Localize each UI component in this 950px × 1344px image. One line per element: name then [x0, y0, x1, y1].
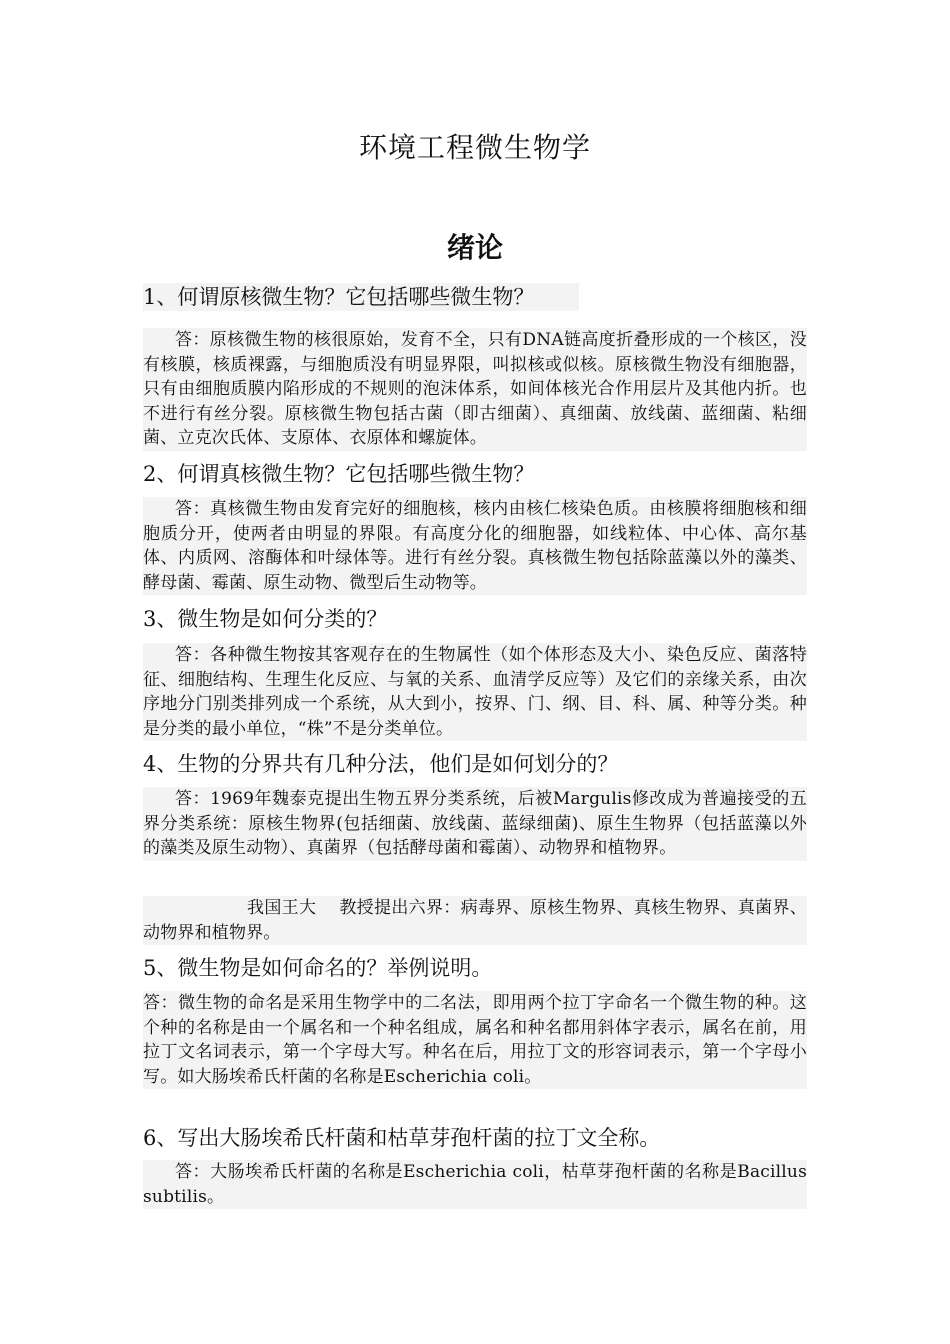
- question-6: 6、写出大肠埃希氏杆菌和枯草芽孢杆菌的拉丁文全称。: [143, 1126, 661, 1150]
- question-2: 2、何谓真核微生物？它包括哪些微生物？: [143, 462, 535, 486]
- answer-3-text: 答：各种微生物按其客观存在的生物属性（如个体形态及大小、染色反应、菌落特征、细胞结构、生理生化反应、与氧的关系、血清学反应等）及它们的亲缘关系，由次序地分门别类排列成一个系统，从大到小，按界、门、纲、目、科、属、种等分类。种是分类的最小单位，“株”不是分类单位。: [143, 645, 807, 739]
- answer-4-extra-text: 我国王大 教授提出六界：病毒界、原核生物界、真核生物界、真菌界、动物界和植物界。: [143, 898, 807, 943]
- answer-3: [143, 643, 807, 741]
- answer-4: [143, 787, 807, 861]
- answer-1: [143, 328, 807, 451]
- question-3: 3、微生物是如何分类的？: [143, 607, 388, 631]
- answer-4-extra: [143, 896, 807, 945]
- question-5: 5、微生物是如何命名的？举例说明。: [143, 956, 493, 980]
- answer-1-text: 答：原核微生物的核很原始，发育不全，只有DNA链高度折叠形成的一个核区，没有核膜，核质裸露，与细胞质没有明显界限，叫拟核或似核。原核微生物没有细胞器，只有由细胞质膜内陷形成的不规则的泡沫体系，如间体核光合作用层片及其他内折。也不进行有丝分裂。原核微生物包括古菌（即古细菌）、真细菌、放线菌、蓝细菌、粘细菌、立克次氏体、支原体、衣原体和螺旋体。: [143, 330, 807, 448]
- answer-6-text: 答：大肠埃希氏杆菌的名称是Escherichia coli，枯草芽孢杆菌的名称是Bacillus subtilis。: [143, 1162, 807, 1207]
- question-4: 4、生物的分界共有几种分法，他们是如何划分的？: [143, 752, 619, 776]
- answer-5-text: 答：微生物的命名是采用生物学中的二名法，即用两个拉丁字命名一个微生物的种。这个种的名称是由一个属名和一个种名组成，属名和种名都用斜体字表示，属名在前，用拉丁文名词表示，第一个字母大写。种名在后，用拉丁文的形容词表示，第一个字母小写。如大肠埃希氏杆菌的名称是Escherichia coli。: [143, 993, 807, 1087]
- answer-2-text: 答：真核微生物由发育完好的细胞核，核内由核仁核染色质。由核膜将细胞核和细胞质分开，使两者由明显的界限。有高度分化的细胞器，如线粒体、中心体、高尔基体、内质网、溶酶体和叶绿体等。进行有丝分裂。真核微生物包括除蓝藻以外的藻类、酵母菌、霉菌、原生动物、微型后生动物等。: [143, 499, 807, 593]
- section-title: 绪论: [446, 231, 503, 264]
- answer-6: [143, 1160, 807, 1209]
- answer-5: [143, 991, 807, 1089]
- document-title: 环境工程微生物学: [358, 131, 591, 164]
- question-1: 1、何谓原核微生物？它包括哪些微生物？: [143, 283, 579, 311]
- answer-2: [143, 497, 807, 595]
- answer-4-text: 答：1969年魏泰克提出生物五界分类系统，后被Margulis修改成为普遍接受的五界分类系统：原核生物界(包括细菌、放线菌、蓝绿细菌)、原生生物界（包括蓝藻以外的藻类及原生动物）、真菌界（包括酵母菌和霉菌）、动物界和植物界。: [143, 789, 807, 858]
